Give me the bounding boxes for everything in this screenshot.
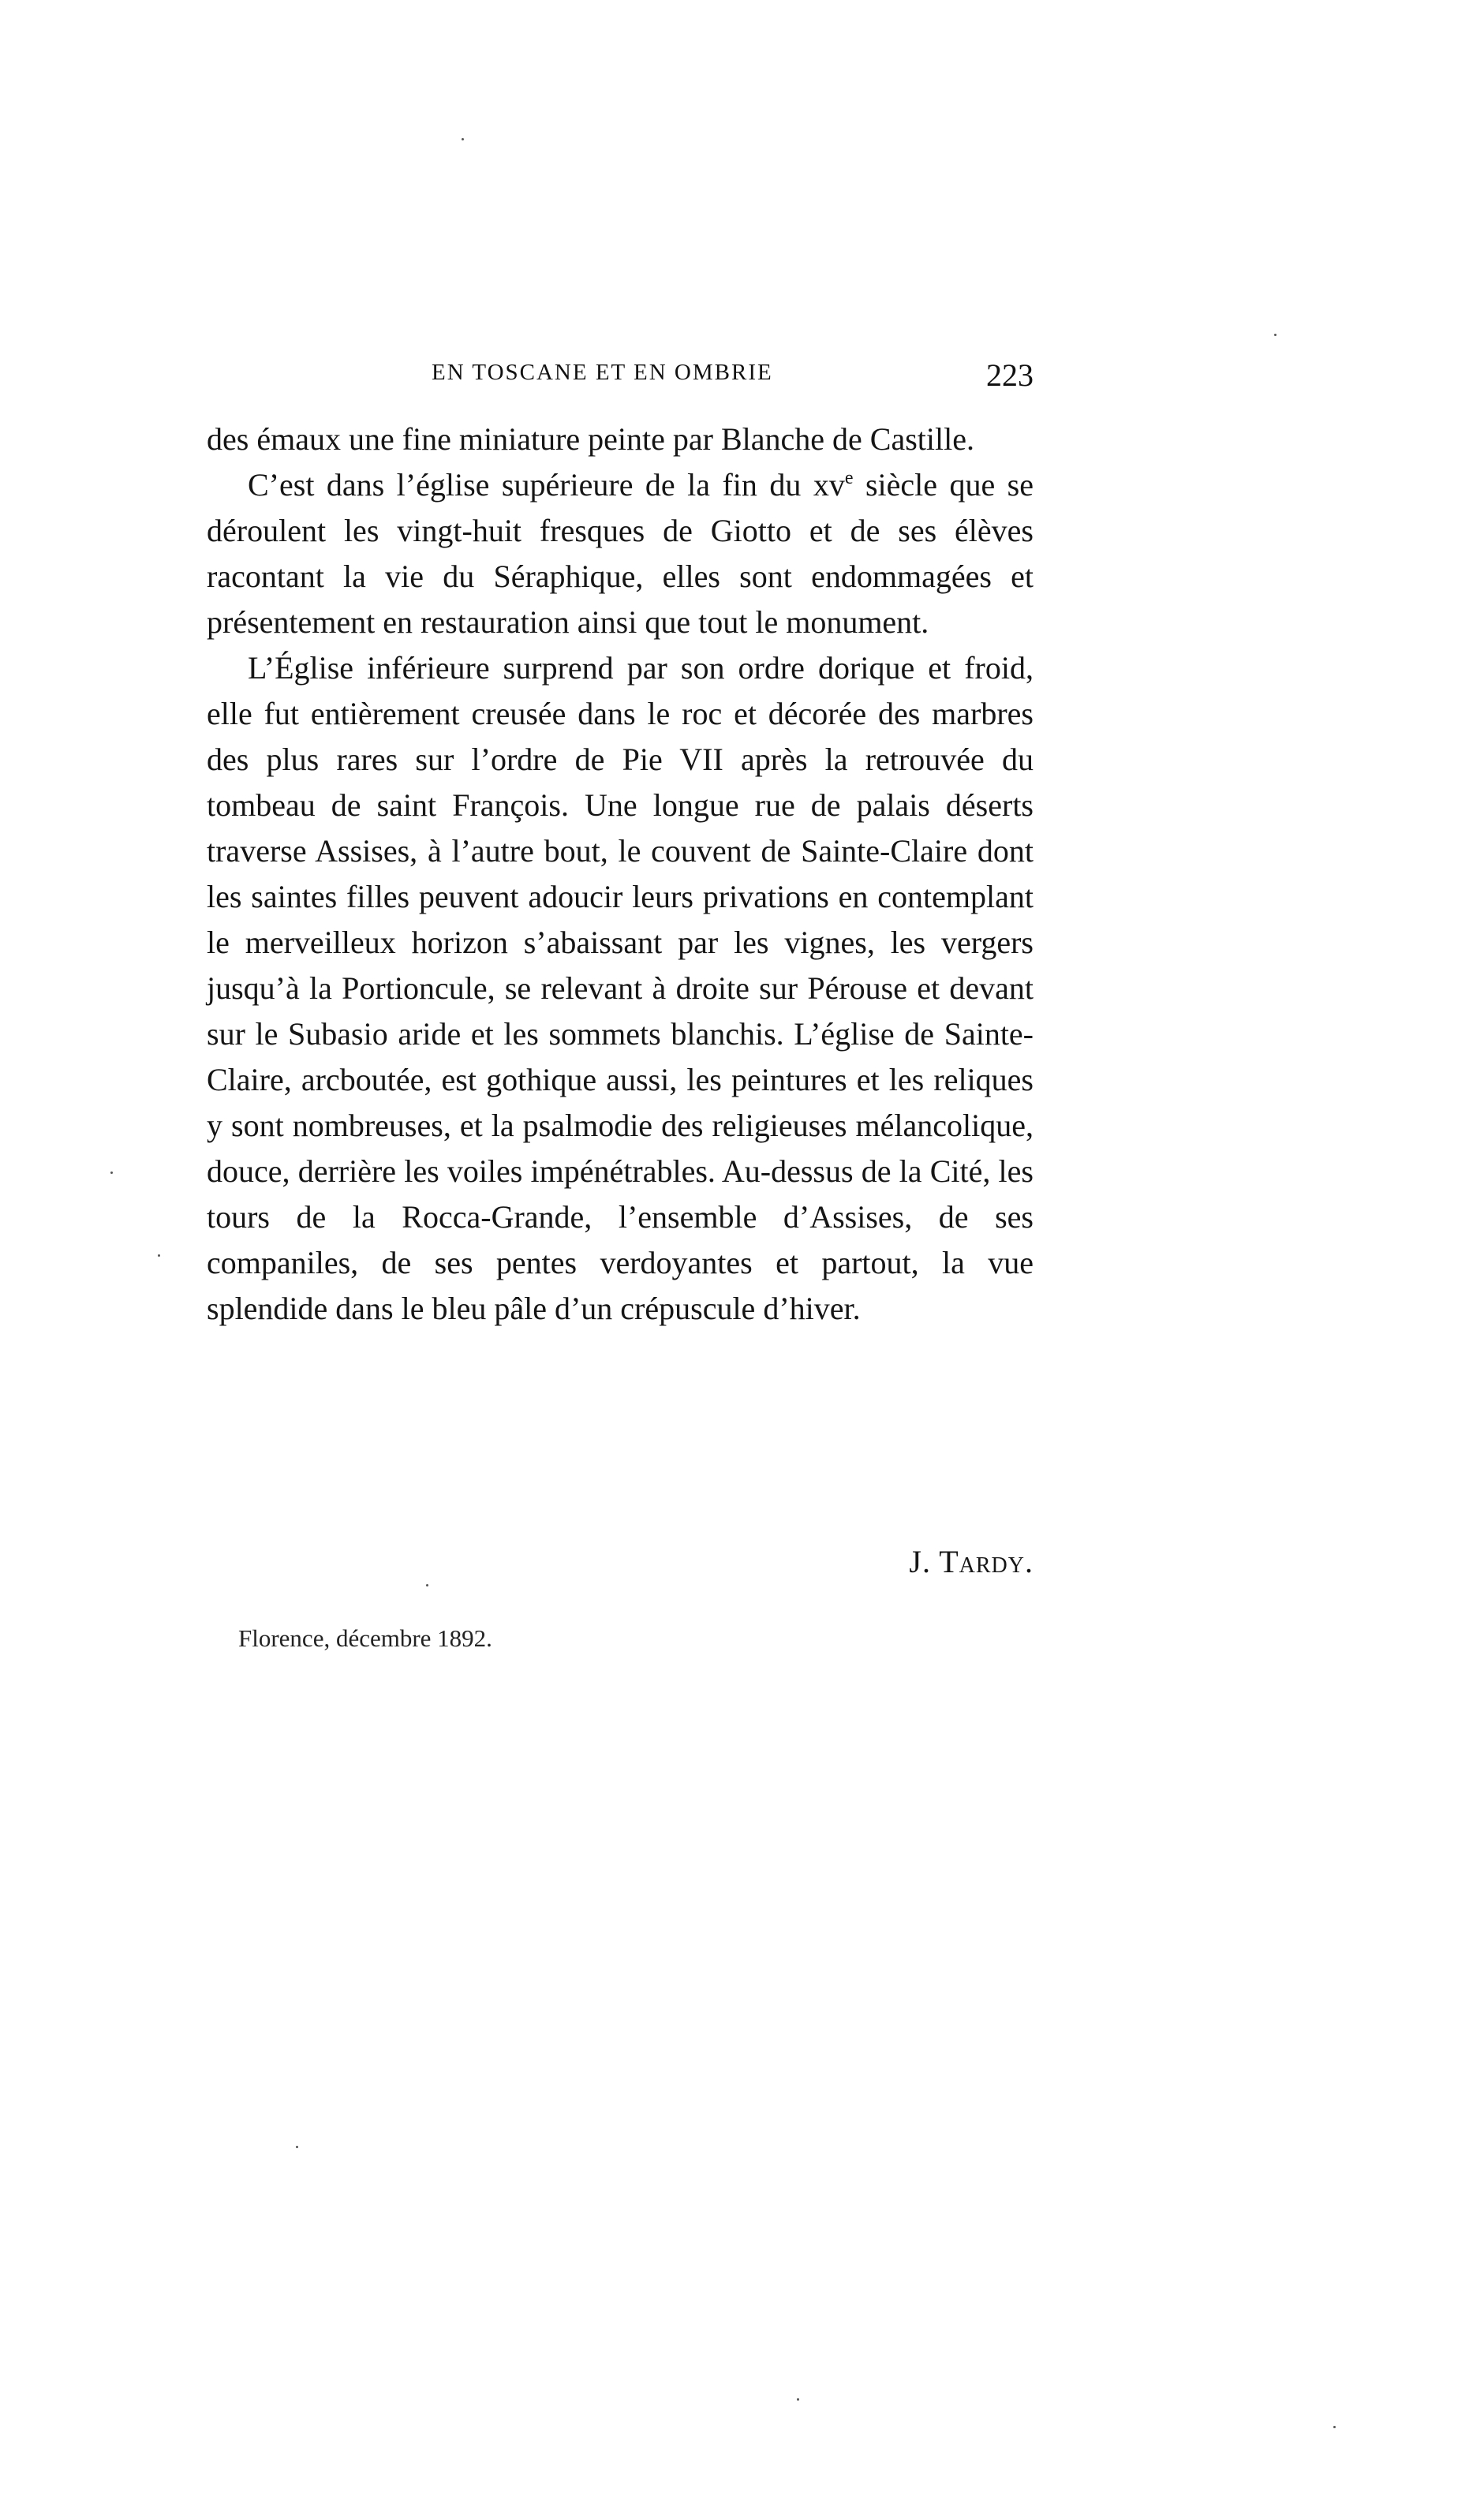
place-date: Florence, décembre 1892. <box>238 1624 492 1652</box>
paper-speck <box>158 1254 160 1257</box>
page-number: 223 <box>986 357 1034 393</box>
paragraph-2-part-2: siècle que se déroulent les vingt-huit fresques de Giotto et de ses élèves racontant la vie du Séraphique, elles sont endommagées et présentement en restauration ainsi que tout le monument. <box>207 467 1034 640</box>
paper-speck <box>1333 2426 1336 2428</box>
paragraph-1: des émaux une fine miniature peinte par Blanche de Castille. <box>207 421 974 457</box>
paper-speck <box>797 2398 799 2401</box>
signature-initial: J. T <box>909 1544 959 1579</box>
paragraph-3: L’Église inférieure surprend par son ordre dorique et froid, elle fut entièrement creusée dans le roc et décorée des marbres des plus rares sur l’ordre de Pie VII après la retrouvée du tombeau de saint François. Une longue rue de palais déserts traverse Assises, à l’autre bout, le couvent de Sainte-Claire dont les saintes filles peuvent adoucir leurs privations en contemplant le merveilleux horizon s’abaissant par les vignes, les vergers jusqu’à la Portioncule, se relevant à droite sur Pérouse et devant sur le Subasio aride et les sommets blanchis. L’église de Sainte-Claire, arcboutée, est gothique aussi, les peintures et les reliques y sont nombreuses, et la psalmodie des religieuses mélancolique, douce, derrière les voiles impénétrables. Au-dessus de la Cité, les tours de la Rocca-Grande, l’ensemble d’Assises, de ses companiles, de ses pentes verdoyantes et partout, la vue splendide dans le bleu pâle d’un crépuscule d’hiver. <box>207 650 1034 1326</box>
paper-speck <box>462 138 464 140</box>
running-head <box>207 357 1034 399</box>
body-text <box>207 417 1034 1332</box>
paper-speck <box>110 1172 113 1174</box>
running-title: EN TOSCANE ET EN OMBRIE <box>432 360 773 385</box>
paper-speck <box>296 2146 298 2148</box>
century-superscript: e <box>844 468 854 488</box>
paragraph-2 <box>207 462 1034 645</box>
paper-speck <box>426 1584 428 1586</box>
signature-surname: ardy. <box>959 1544 1034 1579</box>
author-signature <box>909 1543 1034 1580</box>
paper-speck <box>1274 334 1277 336</box>
paragraph-2-part-1: C’est dans l’église supérieure de la fin du xv <box>248 467 845 503</box>
